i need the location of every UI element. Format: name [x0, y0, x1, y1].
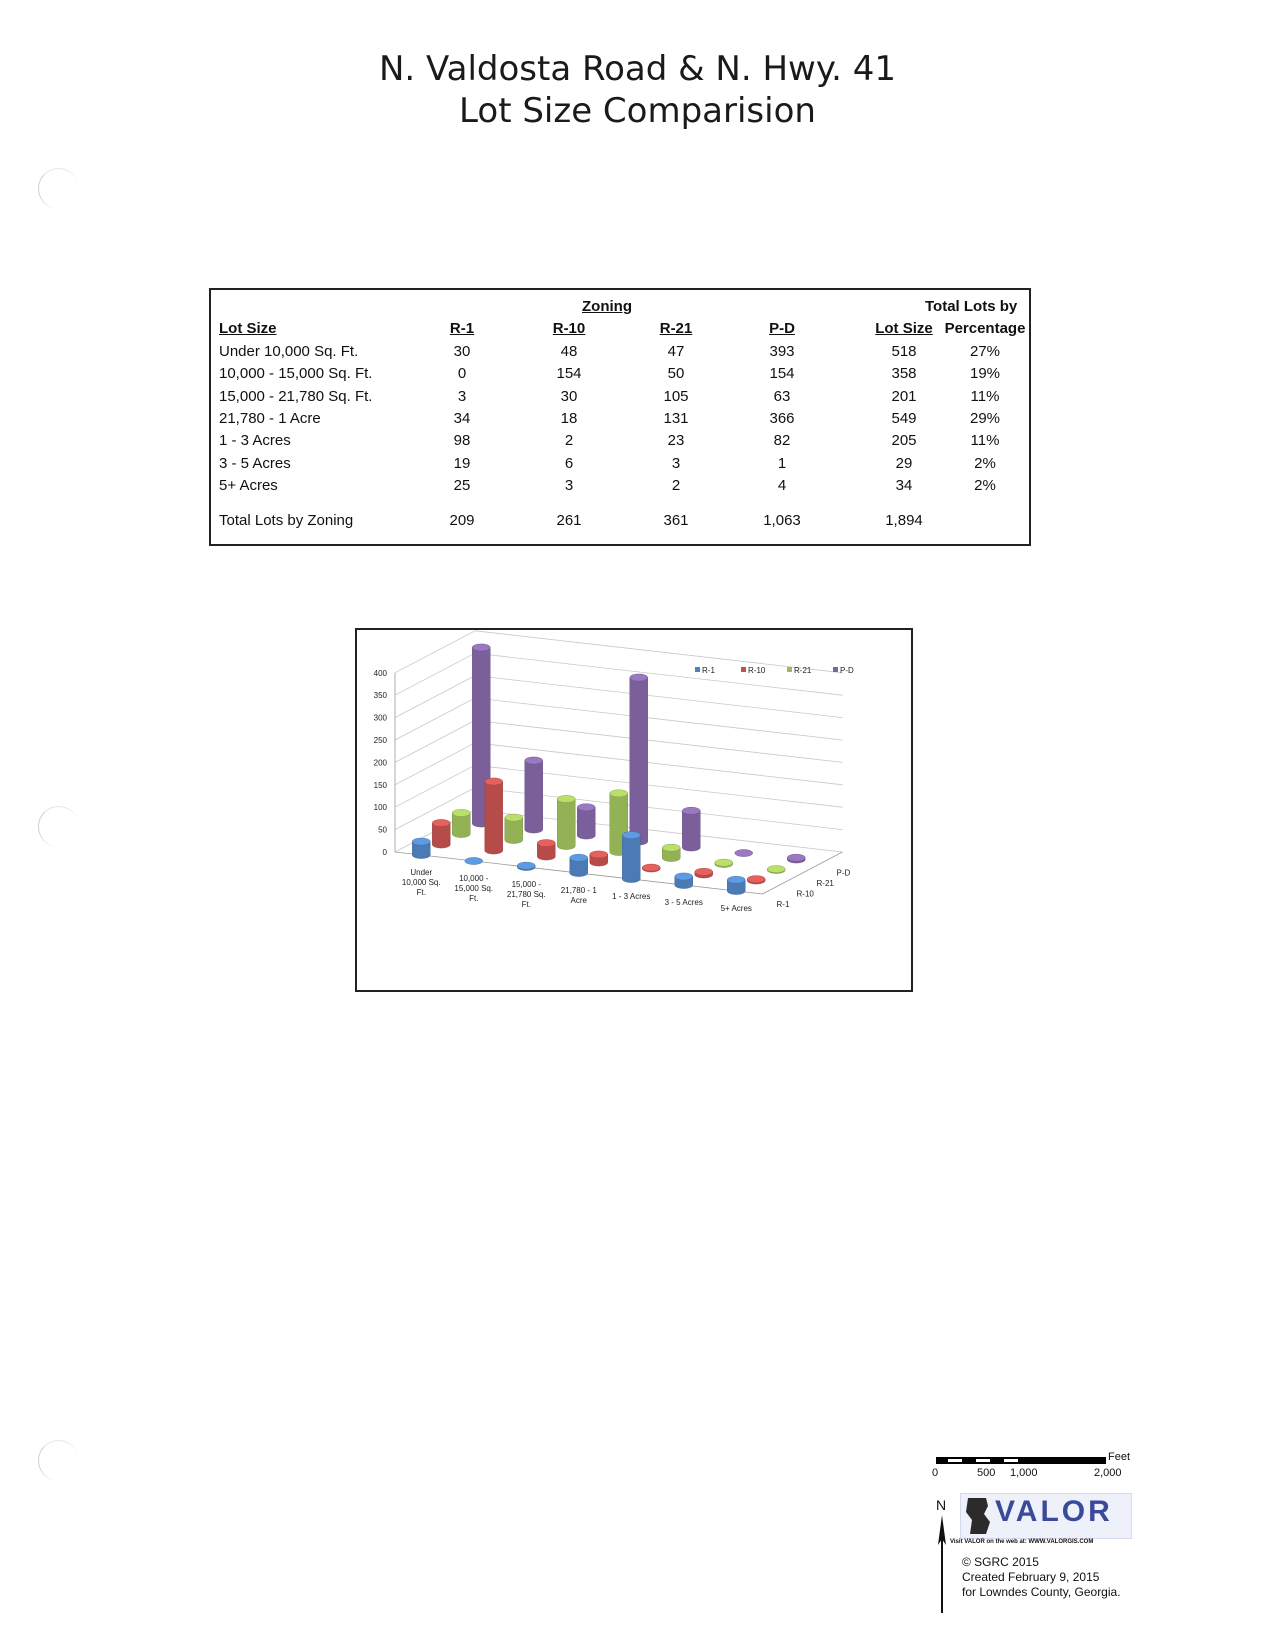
x-tick-label: Ft.	[521, 900, 531, 909]
table-cell-pct: 11%	[970, 387, 1000, 405]
scale-bar	[920, 1445, 1140, 1485]
scale-tick-2000: 2,000	[1094, 1467, 1122, 1479]
county-credit: for Lowndes County, Georgia.	[962, 1585, 1121, 1599]
table-cell-pd: 4	[777, 476, 787, 494]
y-tick-label: 150	[373, 780, 387, 790]
bar-top-R-1-2	[517, 862, 535, 869]
lot-size-chart	[355, 628, 913, 992]
bar-R-21-1	[505, 818, 523, 844]
bar-top-R-21-3	[610, 790, 628, 797]
table-cell-label: Under 10,000 Sq. Ft.	[219, 343, 359, 360]
bar-top-P-D-5	[735, 849, 753, 856]
table-cell-total: 205	[891, 432, 917, 450]
table-cell-r21: 131	[663, 409, 689, 427]
bar-P-D-1	[525, 761, 543, 834]
bar-top-R-21-0	[452, 809, 470, 816]
y-tick-label: 300	[373, 713, 387, 723]
table-cell-r10: 30	[560, 387, 578, 405]
table-cell-r21: 47	[667, 343, 685, 360]
bar-top-P-D-1	[525, 757, 543, 764]
y-tick-label: 200	[373, 758, 387, 768]
bar-R-10-1	[485, 782, 503, 855]
depth-label: R-10	[796, 889, 814, 899]
bar-top-R-21-2	[557, 795, 575, 802]
bar-P-D-3	[630, 678, 648, 846]
bar-top-P-D-3	[630, 674, 648, 681]
x-tick-label: 3 - 5 Acres	[664, 898, 703, 907]
table-cell-pd: 366	[769, 409, 795, 427]
lot-size-table	[209, 288, 1031, 546]
table-cell-total: 201	[891, 387, 917, 405]
bar-top-R-10-6	[747, 876, 765, 883]
scale-tick-0: 0	[932, 1467, 939, 1479]
legend-label-R-21: R-21	[794, 666, 812, 675]
grid-line-side	[395, 631, 475, 673]
legend-swatch-R-21	[787, 667, 792, 672]
x-tick-label: 1 - 3 Acres	[612, 892, 651, 901]
x-tick-label: 15,000 -	[511, 880, 541, 889]
georgia-map-icon	[964, 1496, 992, 1536]
binder-hole-middle	[38, 806, 79, 847]
x-tick-label: 21,780 - 1	[560, 886, 597, 895]
bar-top-R-10-0	[432, 819, 450, 826]
grid-line-side	[395, 743, 475, 785]
table-cell-r10: 3	[564, 476, 574, 494]
bar-top-R-1-0	[412, 838, 430, 845]
table-cell-total: 518	[891, 343, 917, 360]
bar-R-1-4	[622, 835, 640, 883]
col-header-percentage: Percentage	[944, 320, 1026, 337]
legend-label-R-10: R-10	[748, 666, 766, 675]
legend-label-R-1: R-1	[702, 666, 715, 675]
x-tick-label: 5+ Acres	[720, 904, 752, 913]
x-tick-label: 21,780 Sq.	[506, 890, 546, 899]
bar-top-R-1-6	[727, 876, 745, 883]
grid-line-side	[395, 676, 475, 718]
y-tick-label: 100	[373, 803, 387, 813]
col-header-r21: R-21	[659, 320, 693, 337]
valor-logo	[960, 1493, 1132, 1539]
table-cell-r21: 105	[663, 387, 689, 405]
table-cell-r10: 18	[560, 409, 578, 427]
totals-row-label: Total Lots by Zoning	[219, 512, 354, 529]
chart-canvas	[357, 630, 911, 990]
table-cell-pct: 11%	[970, 432, 1000, 450]
table-cell-pct: 19%	[969, 365, 1001, 383]
copyright: © SGRC 2015	[962, 1555, 1039, 1569]
grid-line-side	[395, 720, 475, 762]
depth-label: R-1	[776, 899, 790, 909]
x-tick-label: Ft.	[469, 894, 479, 903]
scale-unit: Feet	[1108, 1451, 1131, 1463]
bar-top-P-D-2	[577, 804, 595, 811]
table-cell-r1: 34	[453, 409, 471, 427]
table-cell-r1: 19	[453, 454, 471, 472]
scale-tick-1000: 1,000	[1010, 1467, 1038, 1479]
zoning-header: Zoning	[582, 298, 632, 315]
table-cell-pct: 2%	[974, 476, 996, 494]
legend-swatch-R-1	[695, 667, 700, 672]
table-cell-label: 1 - 3 Acres	[219, 432, 291, 450]
table-cell-r1: 25	[453, 476, 471, 494]
bar-top-R-10-5	[695, 868, 713, 875]
bar-top-R-10-3	[590, 851, 608, 858]
table-cell-total: 29	[895, 454, 913, 472]
bar-top-R-1-4	[622, 831, 640, 838]
bar-top-R-21-5	[715, 859, 733, 866]
table-cell-label: 10,000 - 15,000 Sq. Ft.	[219, 365, 373, 383]
table-cell-label: 15,000 - 21,780 Sq. Ft.	[219, 387, 373, 405]
table-cell-r21: 2	[671, 476, 681, 494]
bar-top-R-1-3	[570, 854, 588, 861]
table-cell-pct: 29%	[969, 409, 1001, 427]
scale-tick-500: 500	[977, 1467, 996, 1479]
depth-label: P-D	[836, 868, 851, 878]
y-tick-label: 250	[373, 736, 387, 745]
y-tick-label: 0	[382, 848, 387, 857]
table-cell-r1: 3	[457, 387, 467, 405]
table-cell-r21: 50	[667, 365, 685, 383]
valor-website: Visit VALOR on the web at: WWW.VALORGIS.COM	[950, 1539, 1094, 1545]
bar-top-R-21-1	[505, 814, 523, 821]
north-arrow-icon	[932, 1515, 952, 1615]
totals-row-r21: 361	[663, 512, 689, 529]
map-footer	[920, 1445, 1140, 1625]
bar-top-R-21-6	[767, 866, 785, 873]
table-cell-label: 3 - 5 Acres	[219, 454, 291, 472]
table-cell-pct: 2%	[974, 454, 996, 472]
legend-swatch-R-10	[741, 667, 746, 672]
bar-top-R-1-1	[465, 857, 483, 864]
bar-P-D-2	[577, 807, 595, 839]
bar-top-R-10-4	[642, 864, 660, 871]
table-cell-r1: 30	[453, 343, 471, 360]
binder-hole-bottom	[38, 1440, 79, 1481]
table-cell-r10: 154	[556, 365, 582, 383]
y-tick-label: 350	[373, 691, 387, 701]
table-cell-total: 34	[895, 476, 913, 494]
totals-row-r1: 209	[449, 512, 475, 529]
table-cell-r10: 48	[560, 343, 578, 360]
page-title	[0, 48, 1275, 132]
col-header-r10: R-10	[552, 320, 586, 337]
title-line-1: N. Valdosta Road & N. Hwy. 41	[378, 49, 897, 89]
grid-line-back	[475, 720, 843, 762]
table-cell-pd: 154	[769, 365, 795, 383]
bar-top-P-D-4	[682, 807, 700, 814]
y-tick-label: 400	[373, 668, 387, 678]
table-cell-total: 358	[891, 365, 917, 383]
x-tick-label: Acre	[570, 896, 587, 905]
table-cell-pd: 63	[773, 387, 791, 405]
table-cell-label: 21,780 - 1 Acre	[219, 409, 321, 427]
totals-row-total: 1,894	[885, 512, 923, 529]
table-cell-total: 549	[891, 409, 917, 427]
table-cell-r21: 3	[671, 454, 681, 472]
total-header-line1: Total Lots by	[925, 298, 1018, 315]
table-cell-r10: 2	[564, 432, 574, 450]
table-cell-pd: 82	[773, 432, 791, 450]
bar-top-R-21-4	[662, 844, 680, 851]
grid-line-side	[395, 698, 475, 740]
title-line-2: Lot Size Comparision	[459, 91, 816, 131]
col-header-pd: P-D	[769, 320, 795, 337]
x-tick-label: 10,000 -	[459, 874, 489, 883]
x-tick-label: 10,000 Sq.	[401, 878, 441, 887]
x-tick-label: 15,000 Sq.	[454, 884, 494, 893]
totals-row-r10: 261	[556, 512, 582, 529]
bar-top-P-D-6	[787, 854, 805, 861]
grid-line-back	[475, 631, 843, 673]
col-header-total-lot-size: Lot Size	[875, 320, 933, 337]
table-cell-label: 5+ Acres	[219, 476, 278, 494]
binder-hole-top	[38, 168, 79, 209]
totals-row-pd: 1,063	[763, 512, 801, 529]
table-cell-r10: 6	[564, 454, 574, 472]
col-header-r1: R-1	[449, 320, 475, 337]
grid-line-back	[475, 676, 843, 718]
grid-line-back	[475, 653, 843, 695]
depth-label: R-21	[816, 878, 834, 888]
bar-top-R-1-5	[675, 873, 693, 880]
x-tick-label: Ft.	[416, 888, 426, 897]
bar-P-D-4	[682, 811, 700, 851]
x-tick-label: Under	[410, 868, 433, 877]
table-cell-r1: 0	[457, 365, 467, 383]
bar-top-P-D-0	[472, 644, 490, 651]
created-date: Created February 9, 2015	[962, 1570, 1100, 1584]
bar-R-21-2	[557, 799, 575, 850]
bar-top-R-10-2	[537, 839, 555, 846]
table-cell-r1: 98	[453, 432, 471, 450]
grid-line-side	[395, 765, 475, 807]
legend-swatch-P-D	[833, 667, 838, 672]
table-cell-r21: 23	[667, 432, 685, 450]
north-label: N	[936, 1497, 947, 1513]
col-header-lot-size: Lot Size	[219, 320, 277, 337]
y-tick-label: 50	[378, 825, 387, 835]
bar-top-R-10-1	[485, 778, 503, 785]
valor-logo-text: VALOR	[995, 1495, 1113, 1528]
table-cell-pct: 27%	[969, 343, 1001, 360]
legend-label-P-D: P-D	[840, 666, 854, 675]
grid-line-side	[395, 653, 475, 695]
table-cell-pd: 393	[769, 343, 795, 360]
grid-line-back	[475, 698, 843, 740]
table-cell-pd: 1	[777, 454, 787, 472]
